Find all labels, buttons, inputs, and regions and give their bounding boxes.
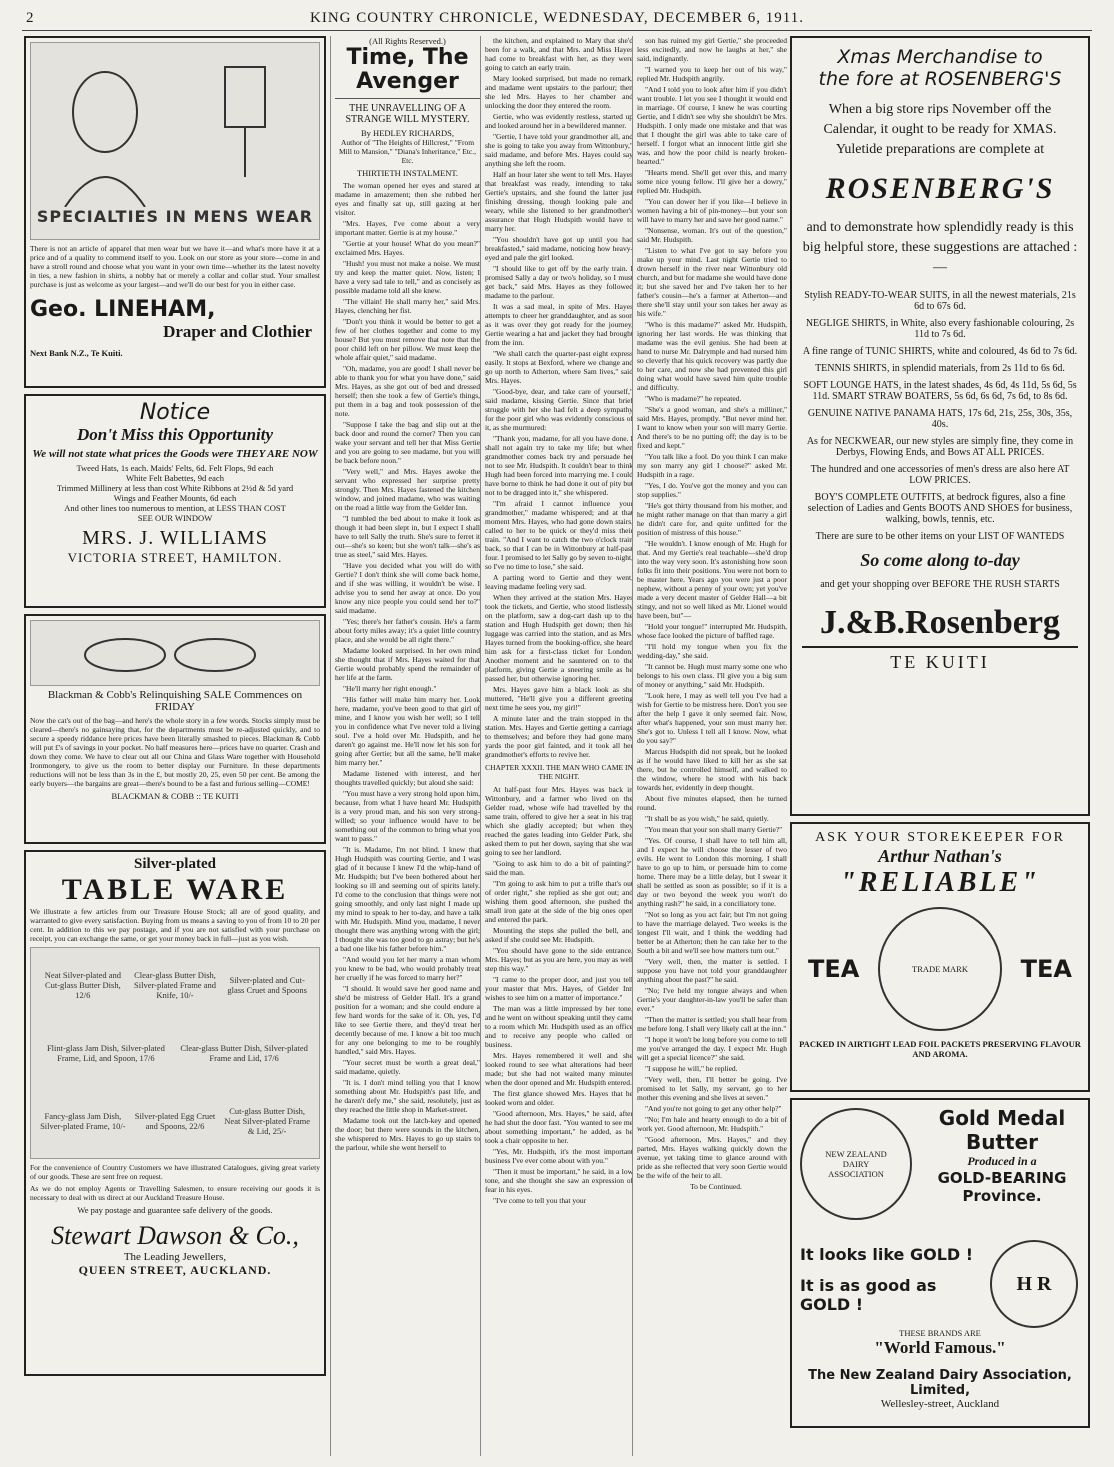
serial-paragraph: "Then the matter is settled; you shall hear from me before long. I shall very likely call at the inn." — [637, 1015, 787, 1033]
serial-instalment: THIRTIETH INSTALMENT. — [356, 168, 459, 178]
rosenberg-advert — [790, 36, 1090, 816]
tableware-item: Cut-glass Butter Dish, Neat Silver-plated Frame & Lid, 25/- — [224, 1106, 311, 1137]
gold-line-1: It looks like GOLD ! — [800, 1245, 974, 1264]
tableware-item: Neat Silver-plated and Cut-glass Butter Dish, 12/6 — [44, 969, 121, 1000]
trademark-label: TRADE MARK — [912, 964, 968, 974]
rosenberg-headline-2: the fore at ROSENBERG'S — [818, 68, 1062, 90]
blackman-footer: BLACKMAN & COBB :: TE KUITI — [111, 791, 239, 801]
serial-paragraph: "Have you decided what you will do with Gertie? I don't think she will come back home, and if she was willing, it wouldn't be wise. I advise you to send her away at once. Do you know any nice people you could send her to?" said madame. — [335, 561, 480, 615]
serial-paragraph: "Yes, I do. You've got the money and you can stop supplies." — [637, 481, 787, 499]
serial-paragraph: A parting word to Gertie and they went, leaving madame feeling very sad. — [485, 573, 633, 591]
plates-icon — [75, 625, 275, 681]
serial-paragraph: "I'll hold my tongue when you fix the wedding-day," she said. — [637, 642, 787, 660]
serial-paragraph: "No; I'm hale and hearty enough to do a bit of work yet. Good afternoon, Mr. Hudspith." — [637, 1115, 787, 1133]
rosenberg-intro-2: and to demonstrate how splendidly ready is this big helpful store, these suggestions are attached :— — [802, 220, 1078, 275]
serial-paragraph: "Very well, then, the matter is settled. I suppose you have not told your granddaughter anything about the past?" he said. — [637, 957, 787, 984]
williams-line-5: And other lines too numerous to mention, at LESS THAN COST — [64, 503, 286, 513]
nathan-footer: PACKED IN AIRTIGHT LEAD FOIL PACKETS PRESERVING FLAVOUR AND AROMA. — [799, 1039, 1081, 1059]
nathan-line-1: ASK YOUR STOREKEEPER FOR — [815, 830, 1065, 845]
blackman-advert — [24, 614, 326, 844]
column-5-adverts — [790, 36, 1090, 1456]
rosenberg-town: TE KUITI — [802, 646, 1078, 673]
serial-paragraph: "Not so long as you act fair; but I'm not going to have the marriage delayed. Two weeks is the longest I'll wait, and I think the wedding had better be at Atherton; then he can take her to the South a bit and we'll see how matters turn out." — [637, 910, 787, 955]
serial-paragraph: son has ruined my girl Gertie," she proceeded less excitedly, and now he laughs at her," she said, indignantly. — [637, 36, 787, 63]
serial-paragraph: "Hush! you must not make a noise. We must try and keep the matter quiet. Now, listen; I have a very sad tale to tell," and as concisely as possible madame told all she knew. — [335, 259, 480, 295]
rosenberg-item: Stylish READY-TO-WEAR SUITS, in all the newest materials, 21s 6d to 67s 6d. — [804, 290, 1076, 312]
china-illustration — [30, 620, 320, 686]
nathan-brand: "RELIABLE" — [840, 867, 1040, 898]
serial-paragraph: "You can dower her if you like—I believe in women having a bit of pin-money—but your son will have to marry her and save her good name." — [637, 197, 787, 224]
rosenberg-item: There are sure to be other items on your LIST OF WANTEDS — [815, 531, 1065, 542]
masthead — [22, 8, 1092, 31]
serial-paragraph: "Good afternoon, Mrs. Hayes," he said, after he had shut the door fast. "You wanted to see me about something important," he added, as he took a chair opposite to her. — [485, 1109, 633, 1145]
serial-paragraph: Marcus Hudspith did not speak, but he looked as if he would have liked to kill her as she sat there, but he controlled himself, and walked to the window, where he stood with his back towards her, evidently in deep thought. — [637, 747, 787, 792]
serial-paragraph: "Very well," and Mrs. Hayes awoke the servant who expressed her surprise pretty strongly. Then Mrs. Hayes fastened the kitchen window, and joined madame, who was waiting on the road a little way from the Gelder Inn. — [335, 467, 480, 512]
serial-paragraph: "It cannot be. Hugh must marry some one who belongs to his own class. I'll give you a big sum of money or anything," said Mr. Hudspith. — [637, 662, 787, 689]
serial-paragraph: Madame looked surprised. In her own mind she thought that if Mrs. Hayes waited for that Gertie would probably spend the remainder of her life at the farm. — [335, 646, 480, 682]
serial-paragraph: Mounting the steps she pulled the bell, and asked if she could see Mr. Hudspith. — [485, 926, 633, 944]
tableware-item: Silver-plated and Cut-glass Cruet and Spoons — [227, 974, 307, 995]
butter-province: GOLD-BEARING Province. — [937, 1169, 1067, 1205]
serial-paragraph: the kitchen, and explained to Mary that she'd been for a walk, and that Mrs. and Miss Hayes had come to breakfast with her, as they were going to catch an early train. — [485, 36, 633, 72]
rosenberg-item: SOFT LOUNGE HATS, in the latest shades, 4s 6d, 4s 11d, 5s 6d, 5s 11d. SMART STRAW BOATERS, 5s 6d, 6s 6d, 7s 6d, to 8s 6d. — [803, 380, 1077, 402]
blackman-body: Now the cat's out of the bag—and here's the whole story in a few words. Stocks simply must be cleared—there's no gainsaying that, for the departments must be re-adjusted quickly, and to secure a speedy riddance here prices have been literally smashed to pieces. Blackman & Cobb will put £'s of savings in your pocket. No half measures here—prices have no quarter. Crash and down they come. We have to clear out all our China and Glass Ware together with Household Ironmongery, to give us the room to better display our Furniture. In these departments reductions will not be less than 3s in the £, but mostly 20, 25, even 50 per cent. Be among the early buyers—the bargains are great—there's bound to be a fast and furious selling—COME! — [30, 716, 320, 788]
monogram-letters: H R — [1016, 1272, 1052, 1295]
serial-paragraph: "The villain! He shall marry her," said Mrs. Hayes, clenching her fist. — [335, 297, 480, 315]
dairy-company: The New Zealand Dairy Association, Limited, — [808, 1368, 1072, 1398]
serial-paragraph: "And you're not going to get any other help?" — [645, 1104, 782, 1113]
serial-paragraph: "It is. Madame, I'm not blind. I knew that Hugh Hudspith was courting Gertie, and I was glad of it because I knew I'd the whip-hand of Mr. Hudspith; but I've been bothered about her looking so ill and seeming out of spirits lately. I'd come to the conclusion that things were not going smoothly, and only last night I made up my mind to speak to her to-day, and have a talk with Mr. Hudspith. Mind you, madame, I never thought there was anything wrong with the girl; I thought she was too good to go astray; but he's a bad one like his father before him." — [335, 845, 480, 953]
rosenberg-name: J.&B.Rosenberg — [820, 604, 1060, 641]
serial-paragraph: "He's got thirty thousand from his mother, and he might rather manage on that than marry a girl he didn't care for, and quite unfitted for the position of mistress of this house." — [637, 501, 787, 537]
serial-paragraph: "He wouldn't. I know enough of Mr. Hugh for that. And my Gertie's real teachable—she'd drop into the way very soon. It's astonishing how soon folks fit into their positions. You were not born to be master here. Years ago you were just a poor nephew, without a penny of your own; yet you've made a very decent master of Gelder Hall—a bit stingy, and not so well liked as Mr. Lionel would have been, but"— — [637, 539, 787, 620]
dawson-agents: As we do not employ Agents or Travelling Salesmen, to ensure receiving our goods it is necessary to deal with us direct at our Auckland Treasure House. — [30, 1184, 320, 1202]
serial-column-3 — [632, 36, 787, 1456]
lineham-body: There is not an article of apparel that men wear but we have it—and what's more have it at a price and of a quality to commend itself to you. Look on our store as your store—come in and have a stroll round and choose what you want in your own time—whether its the latest novelty in ties, a new fashion in shirts, a nobby hat or merely a collar and collar stud. Your smallest purchase is just as welcome as your largest—and we'll do our best for you in either case. — [30, 244, 320, 289]
serial-paragraph: "Yes, Mr. Hudspith, it's the most important business I've ever come about with you." — [485, 1147, 633, 1165]
serial-paragraph: "Your secret must be worth a great deal," said madame, quietly. — [335, 1058, 480, 1076]
serial-paragraph: "Thank you, madame, for all you have done. I shall not again try to take my life; but when grandmother comes back try and persuade her not to see Mr. Hudspith. It couldn't bear to think Hugh had been forced into marrying me. I could have borne to think he had done it out of pity but not to be dragged into it," she whispered. — [485, 434, 633, 497]
serial-column-1 — [330, 36, 480, 1456]
dairy-seal-text: NEW ZEALAND DAIRY ASSOCIATION — [825, 1149, 887, 1179]
serial-paragraph: "Nonsense, woman. It's out of the question," said Mr. Hudspith. — [637, 226, 787, 244]
rosenberg-item: As for NECKWEAR, our new styles are simply fine, they come in Derbys, Flowing Ends, and Bows AT ALL PRICES. — [806, 436, 1074, 458]
dairy-address: Wellesley-street, Auckland — [880, 1398, 1000, 1410]
serial-paragraph: "We shall catch the quarter-past eight express easily. It stops at Bexford, where we change and go up north to Atherton, where Sam lives," said Mrs. Hayes. — [485, 349, 633, 385]
serial-paragraph: "It shall be as you wish," he said, quietly. — [645, 814, 769, 823]
serial-paragraph: "Oh, madame, you are good! I shall never be able to thank you for what you have done," said Mrs. Hayes, as she got out of bed and dressed herself; then she took a few of Gertie's things, put them in a bag and took possession of the note. — [335, 364, 480, 418]
dairy-butter-advert — [790, 1098, 1090, 1428]
serial-paragraph: "I hope it won't be long before you come to tell me you've arranged the day. I expect Mr. Hugh will get a special licence?" she said. — [637, 1035, 787, 1062]
rosenberg-item: GENUINE NATIVE PANAMA HATS, 17s 6d, 21s, 25s, 30s, 35s, 40s. — [807, 408, 1073, 430]
mens-wear-illustration — [30, 42, 320, 240]
serial-paragraph: Half an hour later she went to tell Mrs. Hayes that breakfast was ready, intending to take Gertie's upstairs, and she found the latter just finishing dressing, though looking pale and weary, while she listened to her grandmother's assurance that Hugh Hudspith would have to marry her. — [485, 170, 633, 233]
rosenberg-slogan: So come along to-day — [860, 550, 1020, 570]
serial-text-col2 — [335, 181, 480, 1152]
williams-line-4: Wings and Feather Mounts, 6d each — [113, 493, 237, 503]
serial-paragraph: The first glance showed Mrs. Hayes that he looked worn and older. — [485, 1089, 633, 1107]
serial-paragraph: "Hold your tongue!" interrupted Mr. Hudspith, whose face looked the picture of baffled rage. — [637, 622, 787, 640]
serial-paragraph: "I came to the proper door, and just you tell your master that Mrs. Hayes, of Gelder Inn wishes to see him on a matter of importance." — [485, 975, 633, 1002]
serial-paragraph: "I'm afraid I cannot influence your grandmother," madame whispered; and at that moment Mrs. Hayes, who had gone down stairs, called to her to be quick or they'd miss their train. "And I want to catch the two o'clock train back, so that I can be in Wittonbury at half-past four. I promised to let Sally go by seven to-night, so I've no time to lose," she said. — [485, 499, 633, 571]
serial-paragraph: Mrs. Hayes gave him a black look as she muttered, "He'll give you a different greeting next time he sees you, my girl!" — [485, 685, 633, 712]
trademark-seal-icon — [878, 907, 1002, 1031]
tableware-item: Fancy-glass Jam Dish, Silver-plated Frame, 10/- — [40, 1111, 126, 1132]
lineham-trade: Draper and Clothier — [163, 322, 312, 341]
serial-paragraph: "I should. It would save her good name and she'd be mistress of Gelder Hall. It's a grand position for a woman; and she could endure a few hard words for the sake of it. Oh, yes, I'd like to see Gertie there, and they'd treat her decently because of me. I know a bit too much for any one belonging to me to be roughly handled," said Mrs. Hayes. — [335, 984, 480, 1056]
serial-paragraph: Mary looked surprised, but made no remark, and madame went upstairs to the parlour; then she led Mrs. Hayes to her chamber and unlocking the door they entered the room. — [485, 74, 633, 110]
williams-sub: We will not state what prices the Goods were THEY ARE NOW — [32, 448, 318, 460]
serial-paragraph: "Going to ask him to do a bit of painting?" said the man. — [485, 859, 633, 877]
serial-column-2 — [480, 36, 633, 1456]
serial-paragraph: About five minutes elapsed, then he turned round. — [637, 794, 787, 812]
lineham-address: Next Bank N.Z., Te Kuiti. — [30, 348, 123, 358]
williams-advert — [24, 394, 326, 608]
williams-line-1: Tweed Hats, 1s each. Maids' Felts, 6d. Felt Flops, 9d each — [76, 463, 274, 473]
rosenberg-intro: When a big store rips November off the Calendar, it ought to be ready for XMAS. Yuletide preparations are complete at — [823, 102, 1057, 157]
dawson-catalogue: For the convenience of Country Customers we have illustrated Catalogues, giving great variety of our goods. These are sent free on request. — [30, 1163, 320, 1181]
williams-line-3: Trimmed Millinery at less than cost White Ribbons at 2½d & 5d yard — [56, 483, 294, 493]
nathan-tea-advert — [790, 822, 1090, 1092]
serial-title: Time, The Avenger — [346, 45, 469, 94]
serial-paragraph: Gertie, who was evidently restless, started up and looked around her in a bewildered manner. — [485, 112, 633, 130]
tableware-illustrations — [30, 947, 320, 1159]
serial-paragraph: "I suppose he will," he replied. — [645, 1064, 738, 1073]
serial-paragraph: At half-past four Mrs. Hayes was back in Wittonbury, and a farmer who lived on the Gelder road, whose wife had travelled by the same train, offered to give her a seat in his trap which she gladly accepted; but when they reached the gates leading into Gelder Park, she asked them to put her down, saying that she was going to see her landlord. — [485, 785, 633, 857]
tableware-item: Flint-glass Jam Dish, Silver-plated Frame, Lid, and Spoon, 17/6 — [46, 1042, 165, 1063]
serial-paragraph: "Who is madame?" he repeated. — [645, 394, 742, 403]
rosenberg-item: BOY'S COMPLETE OUTFITS, at bedrock figures, also a fine selection of Ladies and Gents BOOTS AND SHOES for business, walking, bowls, tennis, etc. — [807, 492, 1073, 525]
serial-paragraph: "Hearts mend. She'll get over this, and marry some nice young fellow. I'll give her a dowry," replied Mr. Hudspith. — [637, 168, 787, 195]
serial-paragraph: "Suppose I take the bag and slip out at the back door and round the corner? Then you can wake your servant and tell her that Miss Gertie and you are going to see madame, but you will be back before noon." — [335, 420, 480, 465]
serial-paragraph: "I warned you to keep her out of his way," replied Mr. Hudspith angrily. — [637, 65, 787, 83]
serial-paragraph: "Who is this madame?" asked Mr. Hudspith, ignoring her last words. He was thinking that madame was the evil genius. She had been at hand to nurse Mr. Dalrymple and had nursed him so cleverly that his quick recovery was partly due to her care, and now she had prevented this girl doing what would have saved him quite trouble and difficulty. — [637, 320, 787, 392]
serial-paragraph: "I tumbled the bed about to make it look as though it had been slept in, but I expect I shall have to tell Sally the truth. She's sure to ferret it out—she's so keen; but she won't talk—she's as true as steel," said Mrs. Hayes. — [335, 514, 480, 559]
serial-paragraph: "He'll marry her right enough." — [343, 684, 437, 693]
serial-paragraph: "And I told you to look after him if you didn't want trouble. I let you see I thought it would end in marriage. Of course, I knew he was courting Gertie, and I didn't see why she shouldn't be Mrs. Hudspith. I only made one mistake and that was that I thought the girl was able to take care of herself. I forgot what an innocent little girl she was, and how the poor child is nearly broken-hearted." — [637, 85, 787, 166]
serial-paragraph: "Then it must be important," he said, in a low tone, and she thought she saw an expression of fear in his eyes. — [485, 1167, 633, 1194]
serial-author-note: Author of "The Heights of Hillcrest," "From Mill to Mansion," "Diana's Inheritance," Etc., Etc. — [339, 138, 476, 165]
butter-famous: "World Famous." — [874, 1338, 1006, 1357]
serial-paragraph: "And would you let her marry a man whom you knew to be bad, who would probably treat her cruelly if he was forced to marry her?" — [335, 955, 480, 982]
rosenberg-item: TENNIS SHIRTS, in splendid materials, from 2s 11d to 6s 6d. — [815, 363, 1065, 374]
rosenberg-item: The hundred and one accessories of men's dress are also here AT LOW PRICES. — [810, 464, 1070, 486]
nathan-line-2: Arthur Nathan's — [878, 846, 1002, 866]
tea-right-label: TEA — [1020, 955, 1072, 983]
serial-paragraph: Madame took out the latch-key and opened the door; but there were sounds in the kitchen, she whispered to Mrs. Hayes to go up stairs to the parlour, while she went herself to — [335, 1116, 480, 1152]
williams-name: MRS. J. WILLIAMS — [82, 527, 268, 549]
rosenberg-shopping: and get your shopping over BEFORE THE RUSH STARTS — [820, 579, 1060, 590]
serial-paragraph: "Yes. Of course, I shall have to tell him all, and I expect he will choose the lesser of two evils. He went to London this morning. I shall have to go up to him, or persuade him to come home. There may be a little delay, but I swear it shall be settled as soon as possible; so if it is a day or two beyond the week you won't do anything rash?" he said, in a conciliatory tone. — [637, 836, 787, 908]
dawson-tagline: The Leading Jewellers, — [123, 1251, 227, 1263]
dawson-address: QUEEN STREET, AUCKLAND. — [78, 1263, 272, 1277]
serial-paragraph: "Gertie at your house! What do you mean?" exclaimed Mrs. Hayes. — [335, 239, 480, 257]
serial-paragraph: "I should like to get off by the early train. I promised Sally a day or two's holiday, so I must get back," said Mrs. Hayes as they followed madame to the parlour. — [485, 264, 633, 300]
serial-paragraph: "Mrs. Hayes, I've come about a very important matter. Gertie is at my house." — [335, 219, 480, 237]
anchor-monogram-icon — [990, 1240, 1078, 1328]
butter-title-2: Butter — [965, 1130, 1039, 1154]
serial-paragraph: It was a sad meal, in spite of Mrs. Hayes attempts to cheer her granddaughter, and as soon as it was over they got ready for the journey, Gertie wearing a hat and jacket they had brought from the inn. — [485, 302, 633, 347]
lineham-advert — [24, 36, 326, 388]
man-portrait-icon — [35, 57, 315, 207]
serial-paragraph: The man was a little impressed by her tone, and he went on without speaking until they came to a room which Mr. Hudspith used as an office and to receive any people who called on business. — [485, 1004, 633, 1049]
williams-line-6: SEE OUR WINDOW — [137, 513, 213, 523]
serial-paragraph: "You mean that your son shall marry Gertie?" — [645, 825, 783, 834]
serial-paragraph: "Gertie, I have told your grandmother all, and she is going to take you away from Wittonbury," said madame, and before Mrs. Hayes could say anything she left the room. — [485, 132, 633, 168]
serial-paragraph: "His father will make him marry her. Look here, madame, you've been good to that girl of mine, and I know you wish her well; so I tell you in confidence what I've never told a living soul. I've a hold over Mr. Hudspith, and he daren't go against me. He'll now let his son for going after Gertie; but all the same, he'll make him marry her." — [335, 695, 480, 767]
notice-heading: Notice — [139, 400, 211, 425]
serial-paragraph: Madame listened with interest, and her thoughts travelled quickly; but aloud she said: — [335, 769, 480, 787]
serial-paragraph: "Good afternoon, Mrs. Hayes," and they parted, Mrs. Hayes walking quickly down the avenue, yet taking time to glance around with pride as she reflected that very soon Gertie would be the wife of the heir to all. — [637, 1135, 787, 1180]
dawson-name: Stewart Dawson & Co., — [51, 1221, 299, 1250]
dawson-title: TABLE WARE — [61, 873, 289, 906]
column-1-adverts — [24, 36, 326, 1456]
serial-paragraph: "You shouldn't have got up until you had breakfasted," said madame, noticing how heavy-eyed and pale the girl looked. — [485, 235, 633, 262]
serial-paragraph: "It is. I don't mind telling you that I know something about Mr. Hudspith's past life, and he daren't defy me," she said, resolutely, just as they reached the little shop in Market-street. — [335, 1078, 480, 1114]
dawson-advert — [24, 850, 326, 1376]
serial-paragraph: "Don't you think it would be better to get a few of her clothes together and come to my house? But you must remove that note that the poor child left on her pillow. We must keep the whole affair quiet," said madame. — [335, 317, 480, 362]
serial-paragraph: A minute later and the train stopped in the station. Mrs. Hayes and Gertie getting a carriage to themselves; and before they had gone many yards the poor girl fainted, and it took all her grandmother's efforts to revive her. — [485, 714, 633, 759]
serial-paragraph: The woman opened her eyes and stared at madame in amazement; then she rubbed her eyes and finally sat up, still gazing at her visitor. — [335, 181, 480, 217]
rosenberg-item: A fine range of TUNIC SHIRTS, white and coloured, 4s 6d to 7s 6d. — [802, 346, 1078, 357]
lineham-name: Geo. LINEHAM, — [30, 297, 216, 322]
serial-paragraph: "Good-bye, dear, and take care of yourself," said madame, kissing Gertie. Since that brief struggle with her she had felt a deep sympathy for the poor girl who was evidently conscious of it, as she murmured: — [485, 387, 633, 432]
serial-text-col4 — [637, 36, 787, 1191]
dairy-seal-icon — [800, 1108, 912, 1220]
masthead-title: KING COUNTRY CHRONICLE, WEDNESDAY, DECEMBER 6, 1911. — [310, 10, 804, 26]
williams-headline: Don't Miss this Opportunity — [76, 425, 274, 444]
serial-paragraph: "You talk like a fool. Do you think I can make my son marry any girl I choose?" asked Mr. Hudspith in a rage. — [637, 452, 787, 479]
dawson-intro: We illustrate a few articles from our Treasure House Stock; all are of good quality, and warranted to give every satisfaction. Buying from us means a saving to you of from 10 to 20 per cent. In addition to this we pay postage, and if you are not satisfied with your purchase on receipt, you can exchange the same, or get your money back in full—just as you wish. — [30, 907, 320, 943]
rosenberg-headline-1: Xmas Merchandise to — [837, 46, 1043, 68]
serial-rights: (All Rights Reserved.) — [369, 36, 446, 46]
serial-text-col3 — [485, 36, 633, 1205]
mens-wear-banner: SPECIALTIES IN MENS WEAR — [36, 206, 314, 226]
dawson-postage: We pay postage and guarantee safe delivery of the goods. — [77, 1205, 273, 1215]
blackman-headline: Blackman & Cobb's Relinquishing SALE Commences on FRIDAY — [47, 689, 303, 713]
serial-paragraph: "You must have a very strong hold upon him, because, from what I have heard Mr. Hudspith is a very proud man, and his son very strong-willed; so your influence would have to be something out of the common to bring what you want to pass." — [335, 789, 480, 843]
serial-subtitle: THE UNRAVELLING OF A STRANGE WILL MYSTERY. — [345, 103, 470, 125]
tableware-item: Clear-glass Butter Dish, Silver-plated Frame and Knife, 10/- — [134, 969, 216, 1000]
tableware-item: Silver-plated Egg Cruet and Spoons, 22/6 — [134, 1111, 216, 1132]
williams-address: VICTORIA STREET, HAMILTON. — [67, 550, 283, 565]
tea-logo-row — [808, 907, 1072, 1031]
serial-paragraph: "Very well, then, I'll better be going. I've promised to let Sally, my servant, go to her mother this evening and she lives at seven." — [637, 1075, 787, 1102]
tea-left-label: TEA — [808, 955, 860, 983]
serial-paragraph: When they arrived at the station Mrs. Hayes took the tickets, and Gertie, who stood listlessly on the platform, saw a dog-cart dash up to the station and Hugh Hudspith get down; then his luggage was carried into the station, and as Mrs. Hayes turned from the booking-office, she heard him ask for a first-class ticket for London. Another moment and he sauntered on to the platform, giving Gertie a sneering smile as he passed her, but otherwise ignoring her. — [485, 593, 633, 683]
serial-author: By HEDLEY RICHARDS, — [361, 128, 454, 138]
dawson-pretitle: Silver-plated — [134, 856, 216, 872]
butter-title-1: Gold Medal — [938, 1106, 1066, 1130]
rosenberg-brand: ROSENBERG'S — [825, 172, 1055, 205]
serial-paragraph: "She's a good woman, and she's a milliner," said Mrs. Hayes, promptly. "But never mind her. I want to know when your son will marry Gertie. And there's to be no putting off; the day is to be fixed and kept." — [637, 405, 787, 450]
serial-paragraph: "Yes; there's her father's cousin. He's a farm about forty miles away; it's a quiet little country place, and she would be all right there." — [335, 617, 480, 644]
butter-produced: Produced in a — [967, 1154, 1037, 1168]
tableware-item: Clear-glass Butter Dish, Silver-plated Frame and Lid, 17/6 — [180, 1042, 308, 1063]
serial-paragraph: "I've come to tell you that your — [493, 1196, 587, 1205]
serial-paragraph: Mrs. Hayes remembered it well and she looked round to see what alterations had been made; but she had not waited many minutes when the door opened and Mr. Hudspith entered. — [485, 1051, 633, 1087]
to-be-continued: To be Continued. — [690, 1182, 742, 1191]
butter-brands: THESE BRANDS ARE — [899, 1328, 981, 1338]
rosenberg-item: NEGLIGE SHIRTS, in White, also every fashionable colouring, 2s 11d to 7s 6d. — [805, 318, 1075, 340]
williams-line-2: White Felt Babettes, 9d each — [126, 473, 224, 483]
gold-line-2: It is as good as GOLD ! — [800, 1276, 937, 1314]
serial-paragraph: "You should have gone to the side entrance, Mrs. Hayes; but as you are here, you may as well step this way." — [485, 946, 633, 973]
serial-paragraph: "Listen to what I've got to say before you make up your mind. Last night Gertie tried to drown herself in the river near Wittonbury old church, and but for madame she would have done it; but she saved her and I've taken her to her father's cousin—he's a farmer at Atherton—and there she'll stay until your son takes her away as his wife." — [637, 246, 787, 318]
serial-paragraph: "No; I've held my tongue always and when Gertie's your daughter-in-law you'll be safer than ever." — [637, 986, 787, 1013]
serial-paragraph: "I'm going to ask him to put a trifle that's out of order right," she replied as she got out; and wishing them good afternoon, she pushed the small iron gate at the side of the big ones open and entered the park. — [485, 879, 633, 924]
chapter-heading: CHAPTER XXXII. THE MAN WHO CAME IN THE NIGHT. — [485, 763, 633, 781]
page-number: 2 — [26, 10, 35, 26]
serial-paragraph: "Look here, I may as well tell you I've had a wish for Gertie to be mistress here. Don't you see after the help I gave it only seemed fair. Now, after what's happened, your son must marry her. She's got to. Unless I tell all I know. Now, what do you say?" — [637, 691, 787, 745]
